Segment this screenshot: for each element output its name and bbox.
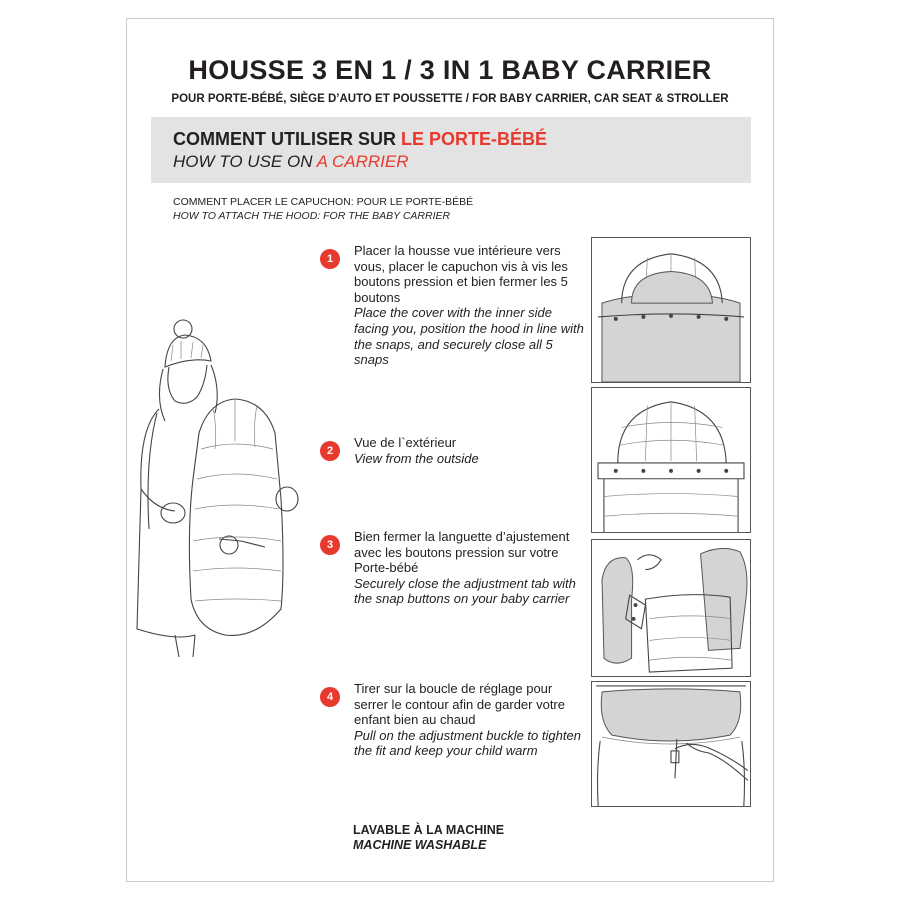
machine-washable-fr: LAVABLE À LA MACHINE <box>353 823 505 837</box>
step-text-en: Pull on the adjustment buckle to tighten the fit and keep your child warm <box>354 727 581 759</box>
banner-fr-prefix: COMMENT UTILISER SUR <box>173 129 401 149</box>
step-text <box>354 681 584 759</box>
step-text-en: View from the outside <box>354 450 479 466</box>
step-text <box>354 243 584 368</box>
step-text-fr: Placer la housse vue intérieure vers vous, placer le capuchon vis à vis les boutons pression et bien fermer les 5 boutons <box>354 243 568 305</box>
banner-fr <box>173 129 547 150</box>
page-subtitle: POUR PORTE-BÉBÉ, SIÈGE D’AUTO ET POUSSETTE / FOR BABY CARRIER, CAR SEAT & STROLLER <box>171 93 729 105</box>
page-title: HOUSSE 3 EN 1 / 3 IN 1 BABY CARRIER <box>188 55 712 85</box>
section-heading-fr: COMMENT PLACER LE CAPUCHON: POUR LE PORTE-BÉBÉ <box>173 196 474 208</box>
step-2-illustration <box>591 387 751 533</box>
step-number-badge: 4 <box>320 687 340 707</box>
pull-buckle-svg <box>592 682 750 806</box>
step-text-fr: Vue de l`extérieur <box>354 435 457 450</box>
mother-illustration-svg <box>135 309 325 659</box>
mother-carrying-baby-illustration <box>135 309 325 659</box>
step-4-illustration <box>591 681 751 807</box>
instruction-sheet <box>126 18 774 882</box>
step-text-fr: Bien fermer la languette d’ajustement avec les boutons pression sur votre Porte-bébé <box>354 529 570 576</box>
banner-en-prefix: HOW TO USE ON <box>173 152 317 171</box>
hood-inner-view-svg <box>592 238 750 382</box>
step-1-illustration <box>591 237 751 383</box>
step-text-fr: Tirer sur la boucle de réglage pour serrer le contour afin de garder votre enfant bien au chaud <box>354 681 565 728</box>
machine-washable-en: MACHINE WASHABLE <box>353 838 487 852</box>
banner-fr-highlight: LE PORTE-BÉBÉ <box>401 129 548 149</box>
step-text <box>354 435 584 466</box>
hood-outside-view-svg <box>592 388 750 532</box>
banner-en <box>173 152 409 172</box>
banner-en-highlight: A CARRIER <box>316 152 409 171</box>
step-text-en: Place the cover with the inner side facing you, position the hood in line with the snaps, and securely close all 5 snaps <box>354 305 584 368</box>
adjustment-tab-svg <box>592 540 750 676</box>
usage-banner <box>151 117 751 183</box>
step-number-badge: 2 <box>320 441 340 461</box>
step-text-en: Securely close the adjustment tab with the snap buttons on your baby carrier <box>354 575 576 607</box>
step-number-badge: 3 <box>320 535 340 555</box>
step-number-badge: 1 <box>320 249 340 269</box>
section-heading-en: HOW TO ATTACH THE HOOD: FOR THE BABY CARRIER <box>173 210 451 222</box>
step-text <box>354 529 584 607</box>
step-3-illustration <box>591 539 751 677</box>
